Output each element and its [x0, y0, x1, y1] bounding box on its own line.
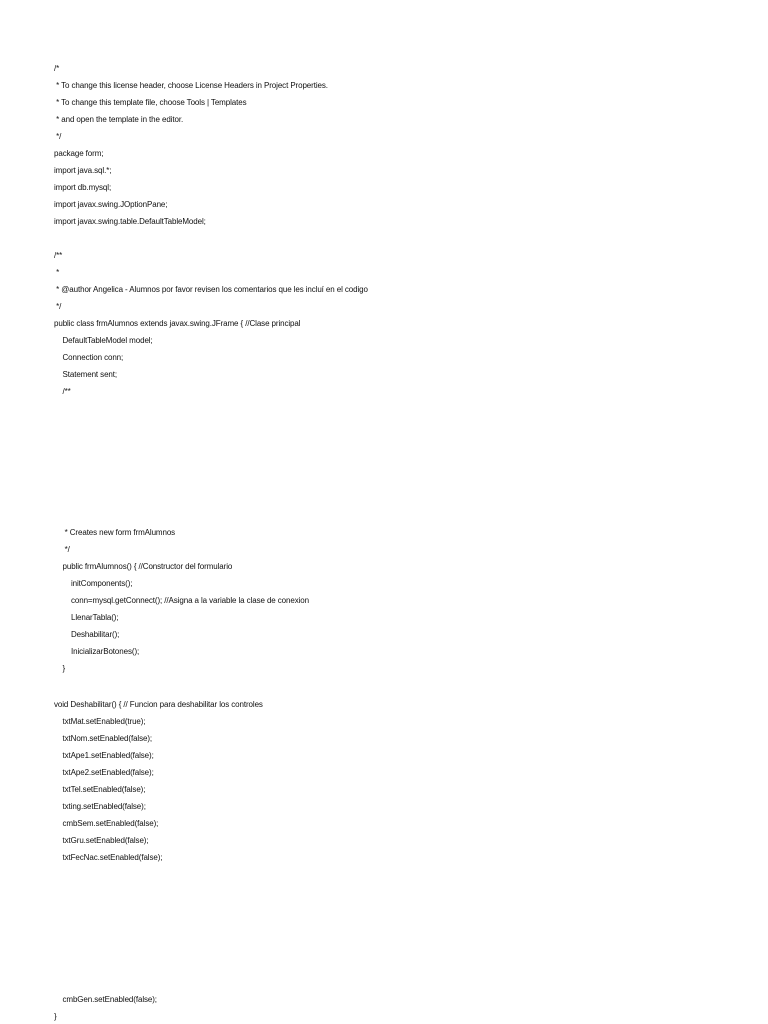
code-line: cmbGen.setEnabled(false);	[54, 995, 157, 1004]
code-line: txtFecNac.setEnabled(false);	[54, 853, 163, 862]
code-line: * and open the template in the editor.	[54, 115, 184, 124]
code-line: Statement sent;	[54, 370, 118, 379]
code-line: /*	[54, 64, 60, 73]
code-line: }	[54, 1012, 57, 1021]
code-line: LlenarTabla();	[54, 613, 119, 622]
code-line: * To change this template file, choose Tools | Templates	[54, 98, 247, 107]
code-line: import db.mysql;	[54, 183, 112, 192]
code-line: * To change this license header, choose License Headers in Project Properties.	[54, 81, 328, 90]
code-line: txtNom.setEnabled(false);	[54, 734, 153, 743]
code-line: public frmAlumnos() { //Constructor del formulario	[54, 562, 233, 571]
code-line: txting.setEnabled(false);	[54, 802, 146, 811]
code-line: }	[54, 664, 66, 673]
code-line: *	[54, 268, 60, 277]
code-line: */	[54, 545, 70, 554]
code-line: import java.sql.*;	[54, 166, 112, 175]
code-line: import javax.swing.JOptionPane;	[54, 200, 168, 209]
code-line: */	[54, 132, 62, 141]
code-line: import javax.swing.table.DefaultTableModel;	[54, 217, 206, 226]
code-line: /**	[54, 387, 71, 396]
code-line: txtTel.setEnabled(false);	[54, 785, 146, 794]
code-line: Connection conn;	[54, 353, 124, 362]
code-line: * @author Angelica - Alumnos por favor revisen los comentarios que les incluí en el codigo	[54, 285, 368, 294]
code-line: */	[54, 302, 62, 311]
code-line: txtApe2.setEnabled(false);	[54, 768, 154, 777]
code-line: package form;	[54, 149, 104, 158]
code-line: * Creates new form frmAlumnos	[54, 528, 176, 537]
code-line: DefaultTableModel model;	[54, 336, 153, 345]
code-line: public class frmAlumnos extends javax.swing.JFrame { //Clase principal	[54, 319, 301, 328]
code-line: conn=mysql.getConnect(); //Asigna a la variable la clase de conexion	[54, 596, 309, 605]
code-line: initComponents();	[54, 579, 133, 588]
code-line: Deshabilitar();	[54, 630, 120, 639]
code-line: void Deshabilitar() { // Funcion para deshabilitar los controles	[54, 700, 263, 709]
code-line: /**	[54, 251, 63, 260]
code-line: txtGru.setEnabled(false);	[54, 836, 149, 845]
code-line: cmbSem.setEnabled(false);	[54, 819, 159, 828]
code-line: txtApe1.setEnabled(false);	[54, 751, 154, 760]
code-line: txtMat.setEnabled(true);	[54, 717, 146, 726]
code-line: InicializarBotones();	[54, 647, 140, 656]
